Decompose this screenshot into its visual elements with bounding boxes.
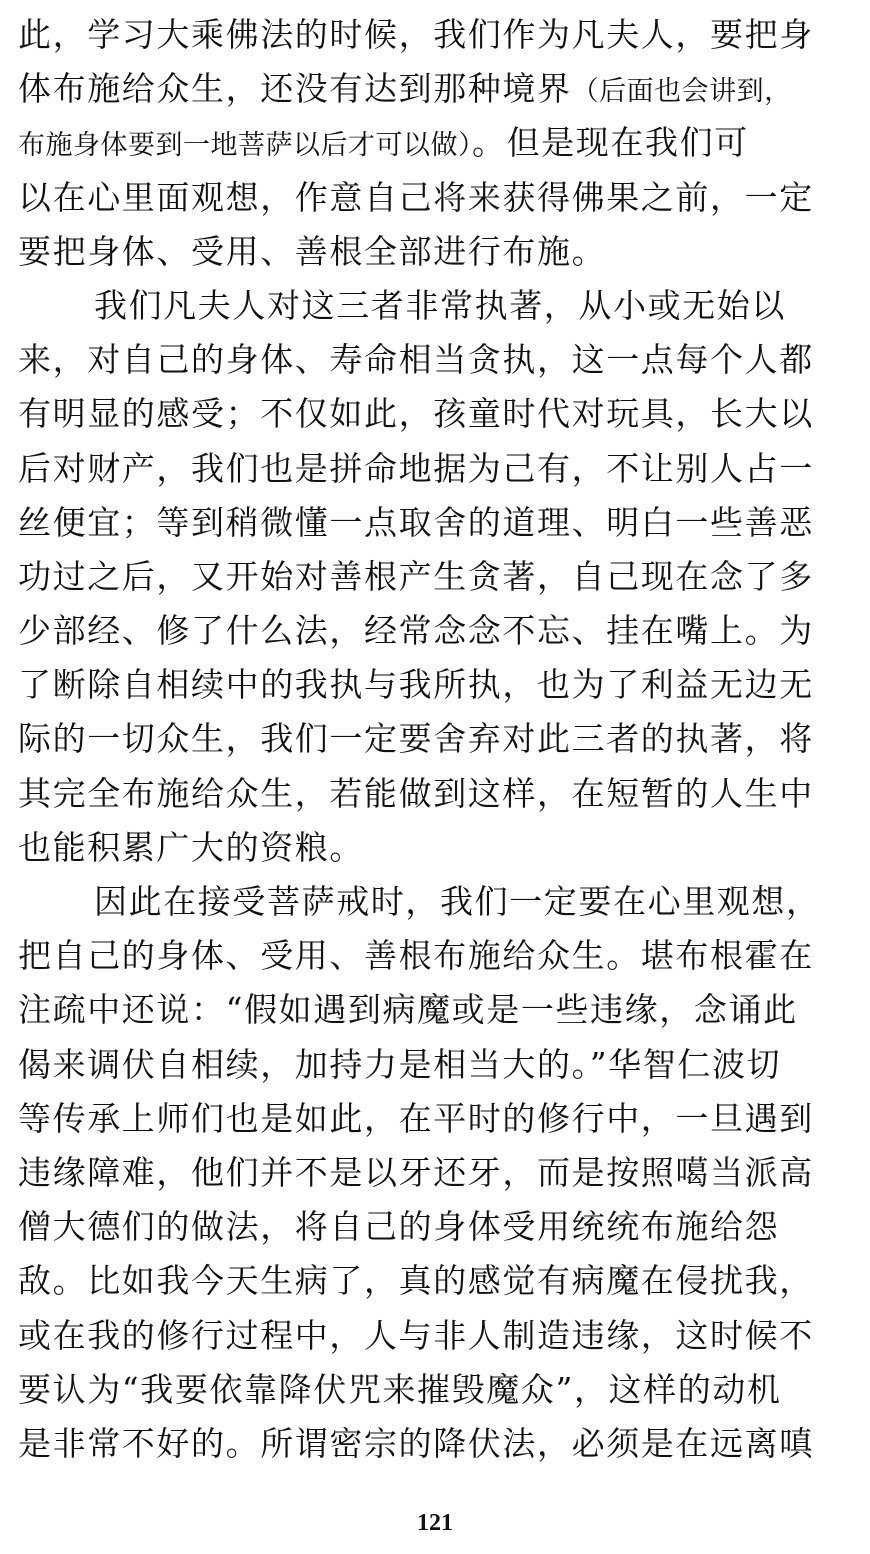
- text-line-23: 僧大德们的做法，将自己的身体受用统统布施给怨: [18, 1207, 780, 1247]
- text-line-10: 丝便宜；等到稍微懂一点取舍的道理、明白一些善恶: [18, 502, 814, 542]
- text-line-3: [18, 116, 858, 170]
- text-line-1: 此，学习大乘佛法的时候，我们作为凡夫人，要把身: [18, 15, 814, 54]
- text-line-5: 要把身体、受用、善根全部进行布施。: [18, 231, 607, 271]
- text-line-16: 也能积累广大的资粮。: [18, 827, 364, 867]
- text-line-2-note: （后面也会讲到，: [571, 76, 792, 108]
- text-line-9: 后对财产，我们也是拼命地据为己有，不让别人占一: [18, 448, 814, 488]
- page-number: 121: [417, 1510, 453, 1536]
- text-line-20: 偈来调伏自相续，加持力是相当大的。”华智仁波切: [18, 1044, 782, 1084]
- text-line-3-note: 布施身体要到一地菩萨以后才可以做）: [18, 130, 472, 162]
- text-line-11: 功过之后，又开始对善根产生贪著，自己现在念了多: [18, 556, 814, 596]
- text-line-17: 因此在接受菩萨戒时，我们一定要在心里观想，: [94, 882, 821, 921]
- document-body: [18, 8, 858, 1471]
- text-line-6: 我们凡夫人对这三者非常执著，从小或无始以: [94, 285, 786, 325]
- text-line-3-main: 。但是现在我们可: [472, 123, 749, 163]
- text-line-26: 要认为“我要依靠降伏咒来摧毁魔众”，这样的动机: [18, 1369, 782, 1409]
- text-line-2-main: 体布施给众生，还没有达到那种境界: [18, 69, 572, 109]
- text-line-15: 其完全布施给众生，若能做到这样，在短暂的人生中: [18, 773, 814, 813]
- text-line-4: 以在心里面观想，作意自己将来获得佛果之前，一定: [18, 177, 814, 217]
- text-line-2: [18, 62, 858, 116]
- text-line-14: 际的一切众生，我们一定要舍弃对此三者的执著，将: [18, 719, 814, 759]
- text-line-8: 有明显的感受；不仅如此，孩童时代对玩具，长大以: [18, 394, 814, 434]
- text-line-7: 来，对自己的身体、寿命相当贪执，这一点每个人都: [18, 340, 814, 380]
- text-line-25: 或在我的修行过程中，人与非人制造违缘，这时候不: [18, 1315, 814, 1355]
- text-line-12: 少部经、修了什么法，经常念念不忘、挂在嘴上。为: [18, 611, 814, 651]
- text-line-19: 注疏中还说：“假如遇到病魔或是一些违缘，念诵此: [18, 990, 798, 1030]
- text-line-22: 违缘障难，他们并不是以牙还牙，而是按照噶当派高: [18, 1152, 814, 1192]
- text-line-18: 把自己的身体、受用、善根布施给众生。堪布根霍在: [18, 936, 814, 976]
- text-line-13: 了断除自相续中的我执与我所执，也为了利益无边无: [18, 665, 814, 705]
- text-line-27: 是非常不好的。所谓密宗的降伏法，必须是在远离嗔: [18, 1423, 814, 1463]
- text-line-21: 等传承上师们也是如此，在平时的修行中，一旦遇到: [18, 1098, 814, 1138]
- text-line-24: 敌。比如我今天生病了，真的感觉有病魔在侵扰我，: [18, 1261, 814, 1301]
